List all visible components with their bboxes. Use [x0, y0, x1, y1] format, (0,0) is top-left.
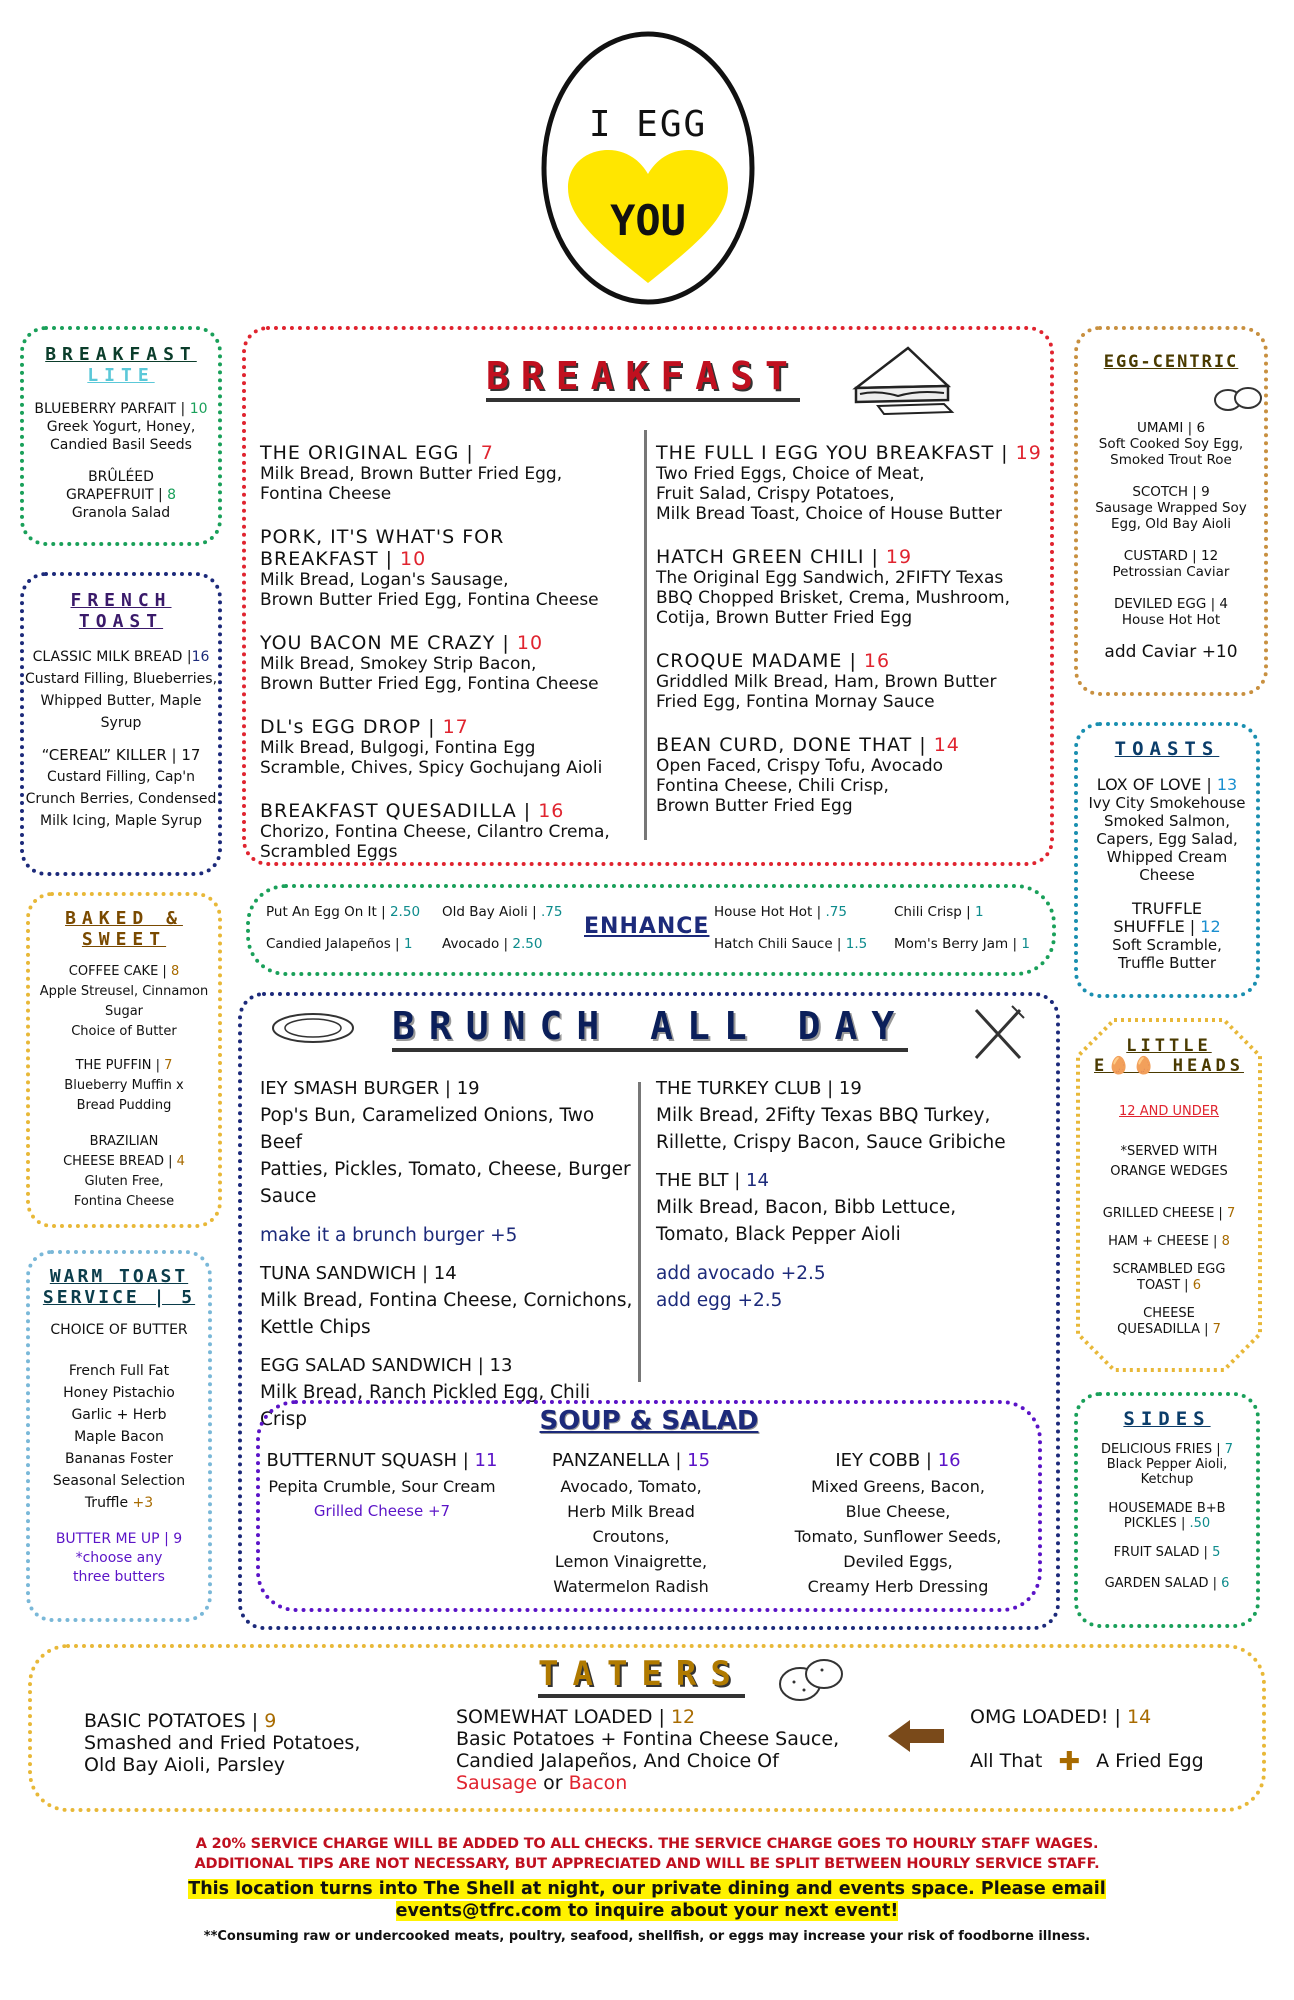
list-item: FRUIT SALAD | 5: [1113, 1545, 1221, 1560]
list-item: COFFEE CAKE | 8 Apple Streusel, Cinnamon Sugar Choice of Butter: [39, 964, 209, 1039]
enhance-title: ENHANCE: [584, 914, 710, 939]
taters-title: TATERS: [538, 1654, 745, 1698]
list-item: DL's EGG DROP | 17 Milk Bread, Bulgogi, Fontina Egg Scramble, Chives, Spicy Gochujang Aioli: [260, 716, 603, 778]
list-item: HOUSEMADE B+B PICKLES | .50: [1108, 1501, 1226, 1531]
list-item: Seasonal Selection: [52, 1473, 186, 1489]
list-item: PORK, IT'S WHAT'S FOR BREAKFAST | 10 Milk Bread, Logan's Sausage, Brown Butter Fried Egg, Fontina Cheese: [260, 526, 599, 610]
butter-choice-label: CHOICE OF BUTTER: [50, 1322, 188, 1338]
add-on-item: add avocado +2.5: [656, 1263, 826, 1284]
egg-logo-icon: [538, 28, 758, 308]
little-heads-section: [1074, 1016, 1264, 1374]
list-item: House Hot Hot | .75: [714, 904, 847, 920]
breakfast-lite-title: BREAKFAST: [45, 344, 197, 365]
sandwich-icon: [848, 340, 958, 420]
logo-line1: I EGG: [588, 104, 708, 145]
breakfast-section: [242, 326, 1054, 866]
eggs-icon: [1212, 380, 1264, 416]
list-item: Maple Bacon: [74, 1429, 164, 1445]
breakfast-divider: [644, 430, 647, 840]
list-item: IEY COBB | 16 Mixed Greens, Bacon, Blue Cheese, Tomato, Sunflower Seeds, Deviled Eggs, Creamy Herb Dressing: [794, 1450, 1002, 1596]
brunch-title: BRUNCH ALL DAY: [392, 1004, 908, 1052]
list-item: BRÛLÉED GRAPEFRUIT | 8 Granola Salad: [65, 469, 177, 521]
french-toast-section: [20, 572, 222, 876]
brunch-section: [238, 992, 1060, 1630]
breakfast-title: BREAKFAST: [486, 354, 800, 402]
list-item: BLUEBERRY PARFAIT | 10 Greek Yogurt, Honey, Candied Basil Seeds: [34, 401, 208, 453]
list-item: PANZANELLA | 15 Avocado, Tomato, Herb Milk Bread Croutons, Lemon Vinaigrette, Watermelon Radish: [551, 1450, 711, 1596]
basic-potatoes: BASIC POTATOES | 9 Smashed and Fried Potatoes, Old Bay Aioli, Parsley: [84, 1710, 361, 1776]
list-item: BRAZILIAN CHEESE BREAD | 4 Gluten Free, Fontina Cheese: [63, 1134, 185, 1209]
soup-salad-title: SOUP & SALAD: [539, 1406, 759, 1436]
plate-icon: [268, 1008, 358, 1048]
fork-knife-icon: [968, 1002, 1028, 1064]
logo: [538, 28, 758, 308]
list-item: HAM + CHEESE | 8: [1108, 1234, 1230, 1249]
list-item: CLASSIC MILK BREAD |16 Custard Filling, Blueberries, Whipped Butter, Maple Syrup: [24, 649, 218, 731]
list-item: SCOTCH | 9 Sausage Wrapped Soy Egg, Old Bay Aioli: [1095, 484, 1247, 532]
taters-section: [28, 1644, 1266, 1812]
list-item: DELICIOUS FRIES | 7 Black Pepper Aioli, Ketchup: [1100, 1442, 1234, 1487]
list-item: Honey Pistachio: [63, 1385, 175, 1401]
little-heads-subtitle: E🥚🥚 HEADS: [1094, 1056, 1244, 1076]
soup-salad-section: [256, 1400, 1042, 1612]
baked-sweet-section: [26, 892, 222, 1228]
warm-toast-subtitle: SERVICE | 5: [42, 1287, 196, 1308]
enhance-section: [246, 884, 1056, 976]
french-toast-title: FRENCH: [70, 590, 172, 611]
somewhat-loaded: SOMEWHAT LOADED | 12 Basic Potatoes + Fontina Cheese Sauce, Candied Jalapeños, And Choice Of Sausage or Bacon: [456, 1706, 840, 1794]
add-on-item: make it a brunch burger +5: [260, 1225, 518, 1246]
butter-me-up: BUTTER ME UP | 9 *choose any three butters: [55, 1531, 183, 1585]
brunch-left-column: [260, 1076, 640, 1433]
list-item: CROQUE MADAME | 16 Griddled Milk Bread, Ham, Brown Butter Fried Egg, Fontina Mornay Sauce: [656, 650, 997, 712]
list-item: DEVILED EGG | 4 House Hot Hot: [1113, 596, 1229, 628]
list-item: Bananas Foster: [64, 1451, 174, 1467]
arrow-left-icon: [886, 1718, 946, 1754]
list-item: GRILLED CHEESE | 7: [1102, 1206, 1236, 1221]
sides-title: SIDES: [1123, 1408, 1211, 1430]
list-item: Chili Crisp | 1: [894, 904, 984, 920]
omg-loaded: OMG LOADED! | 14 All That ✚ A Fried Egg: [970, 1706, 1204, 1777]
list-item: Mom's Berry Jam | 1: [894, 936, 1030, 952]
list-item: UMAMI | 6 Soft Cooked Soy Egg, Smoked Trout Roe: [1098, 420, 1244, 468]
list-item: Candied Jalapeños | 1: [266, 936, 413, 952]
list-item: TRUFFLE SHUFFLE | 12 Soft Scramble, Truffle Butter: [1112, 899, 1222, 972]
toasts-title: TOASTS: [1114, 738, 1220, 760]
list-item: THE FULL I EGG YOU BREAKFAST | 19 Two Fried Eggs, Choice of Meat, Fruit Salad, Crispy Potatoes, Milk Bread Toast, Choice of House Butter: [656, 442, 1042, 524]
footer: [0, 1834, 1294, 1946]
list-item: THE TURKEY CLUB | 19 Milk Bread, 2Fifty Texas BBQ Turkey, Rillette, Crispy Bacon, Sauce Gribiche: [656, 1078, 1006, 1153]
tips-note: ADDITIONAL TIPS ARE NOT NECESSARY, BUT APPRECIATED AND WILL BE SPLIT BETWEEN HOURLY SERVICE STAFF.: [194, 1856, 1100, 1872]
logo-line2: YOU: [610, 196, 686, 245]
add-caviar: add Caviar +10: [1104, 642, 1238, 662]
egg-centric-title: EGG-CENTRIC: [1103, 352, 1239, 372]
event-note: This location turns into The Shell at night, our private dining and events space. Please email events@tfrc.com to inquire about your next event!: [188, 1879, 1106, 1921]
list-item: Old Bay Aioli | .75: [442, 904, 563, 920]
list-item: THE BLT | 14 Milk Bread, Bacon, Bibb Lettuce, Tomato, Black Pepper Aioli: [656, 1170, 957, 1245]
potatoes-icon: [776, 1652, 846, 1708]
butter-list: [30, 1360, 208, 1514]
french-toast-subtitle: TOAST: [78, 611, 164, 632]
list-item: IEY SMASH BURGER | 19 Pop's Bun, Caramelized Onions, Two Beef Patties, Pickles, Tomato, Cheese, Burger Sauce: [260, 1078, 631, 1207]
warm-toast-section: [26, 1250, 212, 1622]
list-item: CUSTARD | 12 Petrossian Caviar: [1112, 548, 1230, 580]
service-charge-note: A 20% SERVICE CHARGE WILL BE ADDED TO ALL CHECKS. THE SERVICE CHARGE GOES TO HOURLY STAFF WAGES.: [195, 1836, 1099, 1852]
served-note: *SERVED WITH ORANGE WEDGES: [1110, 1144, 1228, 1179]
list-item: Put An Egg On It | 2.50: [266, 904, 421, 920]
breakfast-right-column: [656, 442, 1046, 816]
list-item: THE PUFFIN | 7 Blueberry Muffin x Bread Pudding: [64, 1058, 184, 1113]
little-heads-title: LITTLE: [1126, 1036, 1212, 1056]
baked-sweet-title: BAKED &: [65, 908, 183, 929]
kids-list: [1074, 1206, 1264, 1338]
list-item: BEAN CURD, DONE THAT | 14 Open Faced, Crispy Tofu, Avocado Fontina Cheese, Chili Crisp, Brown Butter Fried Egg: [656, 734, 960, 816]
sides-section: [1074, 1392, 1260, 1628]
list-item: Hatch Chili Sauce | 1.5: [714, 936, 868, 952]
list-item: Garlic + Herb: [71, 1407, 167, 1423]
add-on-item: add egg +2.5: [656, 1290, 783, 1311]
baked-sweet-subtitle: SWEET: [81, 929, 167, 950]
list-item: HATCH GREEN CHILI | 19 The Original Egg Sandwich, 2FIFTY Texas BBQ Chopped Brisket, Crema, Mushroom, Cotija, Brown Butter Fried Egg: [656, 546, 1010, 628]
toasts-section: [1074, 722, 1260, 998]
list-item: French Full Fat: [68, 1363, 170, 1379]
list-item: THE ORIGINAL EGG | 7 Milk Bread, Brown Butter Fried Egg, Fontina Cheese: [260, 442, 563, 504]
list-item: TUNA SANDWICH | 14 Milk Bread, Fontina Cheese, Cornichons, Kettle Chips: [260, 1263, 633, 1338]
food-safety-note: **Consuming raw or undercooked meats, poultry, seafood, shellfish, or eggs may increase your risk of foodborne illness.: [203, 1929, 1091, 1944]
list-item: Avocado | 2.50: [442, 936, 543, 952]
list-item: BUTTERNUT SQUASH | 11 Pepita Crumble, Sour Cream Grilled Cheese +7: [266, 1450, 498, 1520]
warm-toast-title: WARM TOAST: [49, 1266, 189, 1287]
plus-icon: ✚: [1058, 1747, 1081, 1777]
breakfast-left-column: [260, 442, 640, 862]
list-item: “CEREAL” KILLER | 17 Custard Filling, Cap'n Crunch Berries, Condensed Milk Icing, Maple Syrup: [25, 746, 217, 829]
age-label: 12 AND UNDER: [1119, 1104, 1219, 1119]
breakfast-lite-subtitle: LITE: [87, 365, 155, 386]
list-item: Truffle +3: [84, 1495, 154, 1511]
list-item: BREAKFAST QUESADILLA | 16 Chorizo, Fontina Cheese, Cilantro Crema, Scrambled Eggs: [260, 800, 610, 862]
list-item: GARDEN SALAD | 6: [1104, 1576, 1230, 1591]
brunch-right-column: [656, 1076, 1046, 1314]
egg-centric-section: [1074, 326, 1268, 696]
list-item: CHEESE QUESADILLA | 7: [1117, 1306, 1221, 1337]
list-item: EGG SALAD SANDWICH | 13 Milk Bread, Ranch Pickled Egg, Chili Crisp: [260, 1355, 591, 1430]
breakfast-lite-section: [20, 326, 222, 546]
list-item: YOU BACON ME CRAZY | 10 Milk Bread, Smokey Strip Bacon, Brown Butter Fried Egg, Fontina Cheese: [260, 632, 599, 694]
list-item: LOX OF LOVE | 13 Ivy City Smokehouse Smoked Salmon, Capers, Egg Salad, Whipped Cream Cheese: [1088, 775, 1246, 884]
list-item: SCRAMBLED EGG TOAST | 6: [1112, 1262, 1226, 1293]
